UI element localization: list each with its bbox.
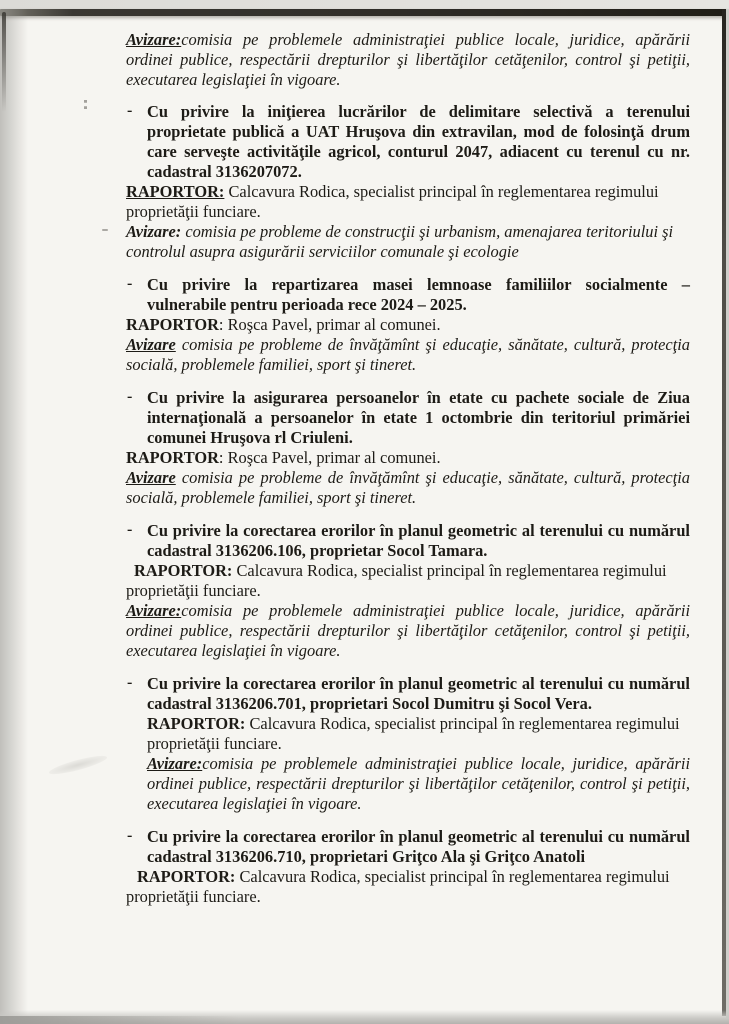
raportor-text: Calcavura Rodica, specialist principal în reglementarea regimului proprietăţii funciare. [126, 182, 659, 221]
item-title: Cu privire la corectarea erorilor în planul geometric al terenului cu numărul cadastral 3136206.701, proprietari Socol Dumitru şi Socol Vera. [147, 674, 690, 713]
scan-top-paper-edge [0, 0, 729, 9]
item-title: Cu privire la asigurarea persoanelor în etate cu pachete sociale de Ziua internaţională a persoanelor în etate 1 octombrie din teritoriul primăriei comunei Hruşova rl Criuleni. [147, 388, 690, 447]
raportor-line [126, 315, 690, 335]
bullet-dash: - [127, 275, 133, 292]
scan-right-dark-line [722, 9, 726, 1016]
bullet-dash: - [127, 521, 133, 538]
agenda-item-masa-lemnoasa [126, 275, 690, 375]
raportor-line [126, 448, 690, 468]
item-title: Cu privire la repartizarea masei lemnoase familiilor socialmente – vulnerabile pentru perioada rece 2024 – 2025. [147, 275, 690, 314]
bullet-row [126, 521, 690, 561]
bullet-row [126, 388, 690, 448]
bullet-row [126, 102, 690, 182]
avizare-intro-text: comisia pe problemele administraţiei publice locale, juridice, apărării ordinei publice, respectării drepturilor şi libertăţilor cetăţenilor, control şi petiţii, executarea legislaţiei în vigoare. [126, 30, 690, 89]
item-title: Cu privire la corectarea erorilor în planul geometric al terenului cu numărul cadastral 3136206.106, proprietar Socol Tamara. [147, 521, 690, 560]
avizare-label: Avizare: [126, 222, 182, 241]
avizare-text: comisia pe probleme de construcţii şi urbanism, amenajarea teritoriului şi controlul asupra asigurării serviciilor comunale şi ecologie [126, 222, 674, 261]
item-title: Cu privire la corectarea erorilor în planul geometric al terenului cu numărul cadastral 3136206.710, proprietari Griţco Ala şi Griţco Anatoli [147, 827, 690, 866]
avizare-text: comisia pe problemele administraţiei publice locale, juridice, apărării ordinei publice, respectării drepturilor şi libertăţilor cetăţenilor, control şi petiţii, executarea legislaţiei în vigoare. [126, 601, 690, 660]
avizare-label: Avizare: [147, 754, 203, 773]
raportor-label: RAPORTOR: [134, 561, 233, 580]
scan-top-dark-line [0, 9, 729, 16]
avizare-line [126, 468, 690, 508]
raportor-label: RAPORTOR [126, 448, 219, 467]
raportor-text: Calcavura Rodica, specialist principal în reglementarea regimului proprietăţii funciare. [147, 714, 680, 753]
scan-bottom-left-shadow [0, 1016, 240, 1024]
avizare-line [126, 335, 690, 375]
scan-left-shadow [0, 9, 28, 1024]
raportor-label: RAPORTOR: [126, 182, 225, 201]
avizare-text: comisia pe problemele administraţiei publice locale, juridice, apărării ordinei publice, respectării drepturilor şi libertăţilor cetăţenilor, control şi petiţii, executarea legislaţiei în vigoare. [147, 754, 690, 813]
item-title: Cu privire la iniţierea lucrărilor de delimitare selectivă a terenului proprietate publică a UAT Hruşova din extravilan, mod de folosinţă drum care serveşte activităţile agricol, conturul 2047, adiacent cu terenul cu nr. cadastral 3136207072. [147, 102, 690, 181]
agenda-item-corectare-106 [126, 521, 690, 661]
bullet-row [126, 674, 690, 714]
scan-speck [102, 229, 108, 231]
bullet-row [126, 827, 690, 867]
bullet-dash: - [127, 388, 133, 405]
scan-left-dark-streak [2, 12, 6, 112]
raportor-text: Calcavura Rodica, specialist principal în reglementarea regimului proprietăţii funciare. [126, 561, 667, 600]
bullet-dash: - [127, 674, 133, 691]
avizare-label: Avizare [126, 468, 176, 487]
raportor-text: : Roşca Pavel, primar al comunei. [218, 315, 441, 334]
raportor-line [126, 867, 690, 907]
avizare-intro-paragraph [126, 30, 690, 90]
scan-speck [84, 100, 87, 109]
bullet-row [126, 275, 690, 315]
raportor-label: RAPORTOR: [137, 867, 236, 886]
avizare-text: comisia pe probleme de învăţămînt şi educaţie, sănătate, cultură, protecţia socială, problemele familiei, sport şi tineret. [126, 468, 690, 507]
raportor-text: : Roşca Pavel, primar al comunei. [218, 448, 441, 467]
avizare-line [126, 601, 690, 661]
agenda-item-corectare-710 [126, 827, 690, 907]
document-content [126, 30, 690, 907]
bullet-dash: - [127, 827, 133, 844]
avizare-line [126, 222, 690, 262]
agenda-item-pachete-sociale [126, 388, 690, 508]
avizare-label: Avizare: [126, 601, 182, 620]
raportor-text: Calcavura Rodica, specialist principal în reglementarea regimului proprietăţii funciare. [126, 867, 670, 906]
bullet-dash: - [127, 102, 133, 119]
avizare-text: comisia pe probleme de învăţămînt şi educaţie, sănătate, cultură, protecţia socială, problemele familiei, sport şi tineret. [126, 335, 690, 374]
raportor-line [126, 182, 690, 222]
raportor-label: RAPORTOR [126, 315, 219, 334]
raportor-label: RAPORTOR: [147, 714, 246, 733]
raportor-line [126, 561, 690, 601]
avizare-line [147, 754, 690, 814]
agenda-item-corectare-701 [126, 674, 690, 814]
agenda-item-delimitare-teren [126, 102, 690, 262]
avizare-intro-label: Avizare: [126, 30, 182, 49]
raportor-line [147, 714, 690, 754]
scan-smudge [48, 752, 109, 777]
avizare-label: Avizare [126, 335, 176, 354]
